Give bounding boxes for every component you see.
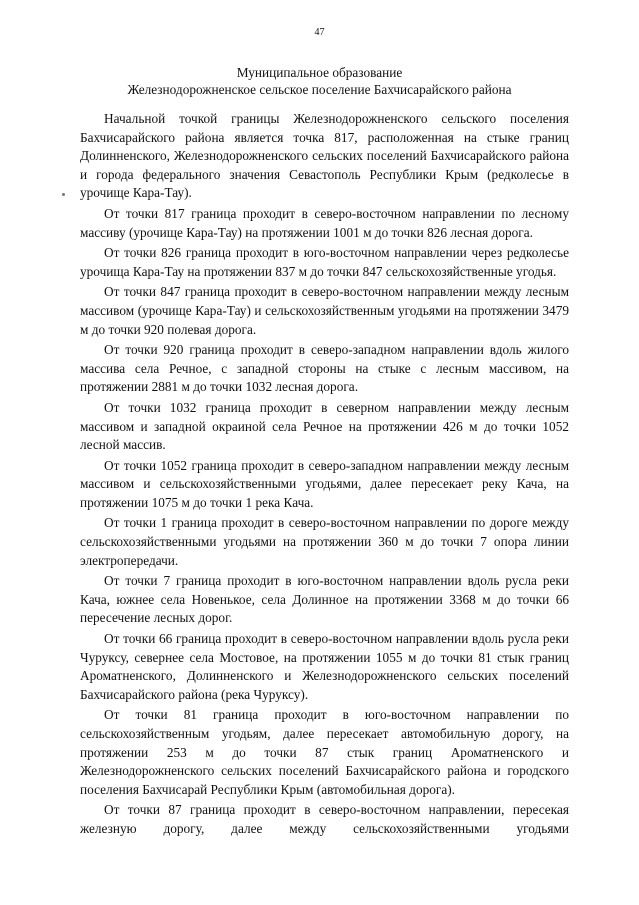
paragraph-point-847: От точки 847 граница проходит в северо-восточном направлении между лесным массивом (урочище Кара-Тау) и сельскохозяйственным угодьями на протяжении 3479 м до точки 920 полевая дорога. <box>80 284 569 337</box>
margin-mark <box>62 193 65 196</box>
paragraph-point-1032: От точки 1032 граница проходит в северном направлении между лесным массивом и западной окраиной села Речное на протяжении 426 м до точки 1052 лесной массив. <box>80 399 569 453</box>
paragraph-point-1: От точки 1 граница проходит в северо-восточном направлении по дороге между сельскохозяйственными угодьями на протяжении 360 м до точки 7 опора линии электропередачи. <box>80 515 569 568</box>
paragraph-point-81: От точки 81 граница проходит в юго-восточном направлении по сельскохозяйственным угодьям, далее пересекает автомобильную дорогу, на протяжении 253 м до точки 87 стык границ Ароматненского и Железнодорожненского сельских поселений Бахчисарайского района и городского поселения Бахчисарай Республики Крым (автомобильная дорога). <box>80 707 569 797</box>
document-body <box>80 110 569 841</box>
paragraph-point-1052: От точки 1052 граница проходит в северо-западном направлении между лесным массивом и сельскохозяйственными угодьями, далее пересекает реку Кача, на протяжении 1075 м до точки 1 река Кача. <box>80 457 569 510</box>
paragraph-point-87: От точки 87 граница проходит в северо-восточном направлении, пересекая железную дорогу, далее между сельскохозяйственными угодьями <box>80 802 569 836</box>
page-number: 47 <box>314 27 325 38</box>
paragraph-start-point: Начальной точкой границы Железнодорожненского сельского поселения Бахчисарайского района является точка 817, расположенная на стыке границ Долинненского, Железнодорожненского сельских поселений Бахчисарайского района и города федерального значения Севастополь Республики Крым (редколесье в урочище Кара-Тау). <box>80 111 569 201</box>
paragraph-point-66: От точки 66 граница проходит в северо-восточном направлении вдоль русла реки Чуруксу, севернее села Мостовое, на протяжении 1055 м до точки 81 стык границ Ароматненского, Долинненского и Железнодорожненского сельских поселений Бахчисарайского района (река Чуруксу). <box>80 631 569 702</box>
title-line-municipality: Муниципальное образование <box>236 65 403 80</box>
paragraph-point-920: От точки 920 граница проходит в северо-западном направлении вдоль жилого массива села Речное, с западной стороны на стыке с лесным массивом, на протяжении 2881 м до точки 1032 лесная дорога. <box>80 342 569 395</box>
paragraph-point-826: От точки 826 граница проходит в юго-восточном направлении через редколесье урочища Кара-Тау на протяжении 837 м до точки 847 сельскохозяйственные угодья. <box>80 245 569 279</box>
paragraph-point-7: От точки 7 граница проходит в юго-восточном направлении вдоль русла реки Кача, южнее села Новенькое, села Долинное на протяжении 3368 м до точки 66 пересечение лесных дорог. <box>80 573 569 626</box>
paragraph-point-817: От точки 817 граница проходит в северо-восточном направлении по лесному массиву (урочище Кара-Тау) на протяжении 1001 м до точки 826 лесная дорога. <box>80 205 569 240</box>
title-line-settlement: Железнодорожненское сельское поселение Бахчисарайского района <box>127 82 512 97</box>
document-title <box>0 64 639 98</box>
